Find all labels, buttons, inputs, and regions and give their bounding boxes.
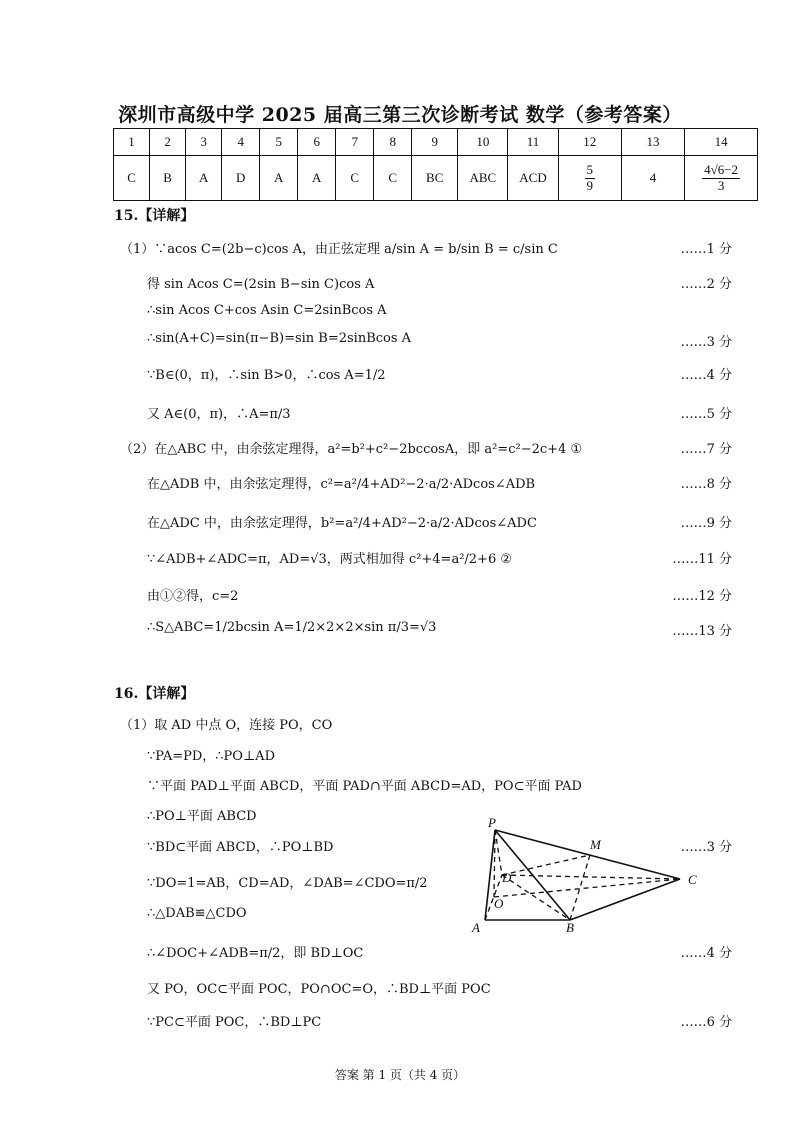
edge-db: [502, 875, 570, 920]
table-answer-cell: D: [222, 156, 260, 201]
q15-line-score: ……2 分: [680, 277, 732, 292]
answer-table-value-row: [114, 156, 758, 201]
table-answer-cell: ABC: [458, 156, 508, 201]
answer-table-header-row: [114, 129, 758, 156]
table-answer-cell: 4: [621, 156, 684, 201]
q15-line-text: 又 A∈(0，π)，∴A=π/3: [147, 407, 291, 422]
q15-line-text: 由①②得，c=2: [147, 589, 239, 604]
q15-line-score: ……13 分: [672, 624, 732, 639]
table-question-number: 2: [150, 129, 186, 156]
q16-line-score: ……3 分: [680, 840, 732, 855]
q15-line-score: ……1 分: [680, 242, 732, 257]
label-c: C: [688, 872, 697, 887]
edge-oc: [494, 879, 680, 897]
q15-line-text: ∵∠ADB+∠ADC=π，AD=√3，两式相加得 c²+4=a²/2+6 ②: [147, 552, 513, 567]
table-question-number: 13: [621, 129, 684, 156]
table-question-number: 10: [458, 129, 508, 156]
edge-pc: [495, 830, 680, 879]
q16-line-text: ∴PO⊥平面 ABCD: [147, 809, 257, 824]
label-o: O: [494, 896, 504, 911]
q15-line-text: ∴sin Acos C+cos Asin C=2sinBcos A: [147, 303, 387, 318]
table-answer-cell: $\frac{5}{9}$: [558, 156, 621, 201]
q16-line-text: （1）取 AD 中点 O，连接 PO，CO: [120, 718, 333, 733]
table-question-number: 1: [114, 129, 150, 156]
table-answer-cell: $\frac{4√6-2}{3}$: [685, 156, 758, 201]
q15-line-score: ……9 分: [680, 516, 732, 531]
q16-line-text: ∵BD⊂平面 ABCD，∴PO⊥BD: [147, 840, 334, 855]
q15-line-text: 得 sin Acos C=(2sin B−sin C)cos A: [147, 277, 375, 292]
q15-line-score: ……7 分: [680, 442, 732, 457]
q15-line-text: 在△ADC 中，由余弦定理得，b²=a²/4+AD²−2·a/2·ADcos∠ADC: [147, 516, 537, 531]
table-question-number: 12: [558, 129, 621, 156]
q16-line-text: ∵DO=1=AB，CD=AD，∠DAB=∠CDO=π/2: [147, 876, 428, 891]
q15-line-score: ……3 分: [680, 335, 732, 350]
table-answer-cell: A: [186, 156, 222, 201]
page-title: 深圳市高级中学 2025 届高三第三次诊断考试 数学（参考答案）: [118, 104, 682, 126]
table-answer-cell: B: [150, 156, 186, 201]
table-question-number: 5: [260, 129, 298, 156]
table-answer-cell: C: [374, 156, 412, 201]
q15-line-text: 在△ADB 中，由余弦定理得，c²=a²/4+AD²−2·a/2·ADcos∠ADB: [147, 477, 536, 492]
table-question-number: 7: [336, 129, 374, 156]
pyramid-figure: [470, 815, 700, 935]
table-question-number: 8: [374, 129, 412, 156]
label-a: A: [472, 920, 480, 935]
q15-line-score: ……12 分: [672, 589, 732, 604]
table-answer-cell: C: [336, 156, 374, 201]
table-answer-cell: ACD: [508, 156, 558, 201]
q16-line-score: ……6 分: [680, 1015, 732, 1030]
table-answer-cell: BC: [412, 156, 458, 201]
q16-line-text: ∴∠DOC+∠ADB=π/2，即 BD⊥OC: [147, 946, 364, 961]
q15-heading: 15.【详解】: [114, 208, 195, 224]
q15-line-text: ∵B∈(0，π)，∴sin B>0，∴cos A=1/2: [147, 368, 386, 383]
q16-line-text: 又 PO，OC⊂平面 POC，PO∩OC=O，∴BD⊥平面 POC: [147, 982, 491, 997]
q16-line-score: ……4 分: [680, 946, 732, 961]
table-question-number: 14: [685, 129, 758, 156]
q15-line-score: ……5 分: [680, 407, 732, 422]
q15-line-text: ∴S△ABC=1/2bcsin A=1/2×2×2×sin π/3=√3: [147, 620, 437, 635]
table-question-number: 11: [508, 129, 558, 156]
q15-line-score: ……8 分: [680, 477, 732, 492]
label-p: P: [488, 815, 496, 830]
table-question-number: 9: [412, 129, 458, 156]
q15-line-text: （1）∵acos C=(2b−c)cos A，由正弦定理 a/sin A = b/sin B = c/sin C: [120, 242, 558, 257]
q16-line-text: ∵平面 PAD⊥平面 ABCD，平面 PAD∩平面 ABCD=AD，PO⊂平面 PAD: [147, 779, 582, 794]
q15-line-score: ……11 分: [672, 552, 732, 567]
q16-line-text: ∴△DAB≌△CDO: [147, 906, 247, 921]
q15-line-text: ∴sin(A+C)=sin(π−B)=sin B=2sinBcos A: [147, 331, 412, 346]
table-answer-cell: A: [260, 156, 298, 201]
table-answer-cell: C: [114, 156, 150, 201]
label-m: M: [590, 837, 601, 852]
q16-line-text: ∵PA=PD，∴PO⊥AD: [147, 749, 275, 764]
edge-dc: [502, 875, 680, 879]
edge-bc: [570, 879, 680, 920]
q15-line-text: （2）在△ABC 中，由余弦定理得，a²=b²+c²−2bccosA，即 a²=c²−2c+4 ①: [120, 442, 583, 457]
table-question-number: 3: [186, 129, 222, 156]
table-question-number: 6: [298, 129, 336, 156]
table-question-number: 4: [222, 129, 260, 156]
q15-line-score: ……4 分: [680, 368, 732, 383]
q16-line-text: ∵PC⊂平面 POC，∴BD⊥PC: [147, 1015, 322, 1030]
label-d: D: [502, 870, 512, 885]
table-answer-cell: A: [298, 156, 336, 201]
edge-dm: [502, 855, 590, 875]
q16-heading: 16.【详解】: [114, 686, 195, 702]
answer-table: [113, 128, 758, 201]
label-b: B: [566, 920, 574, 935]
page-footer: 答案 第 1 页（共 4 页）: [334, 1068, 466, 1082]
